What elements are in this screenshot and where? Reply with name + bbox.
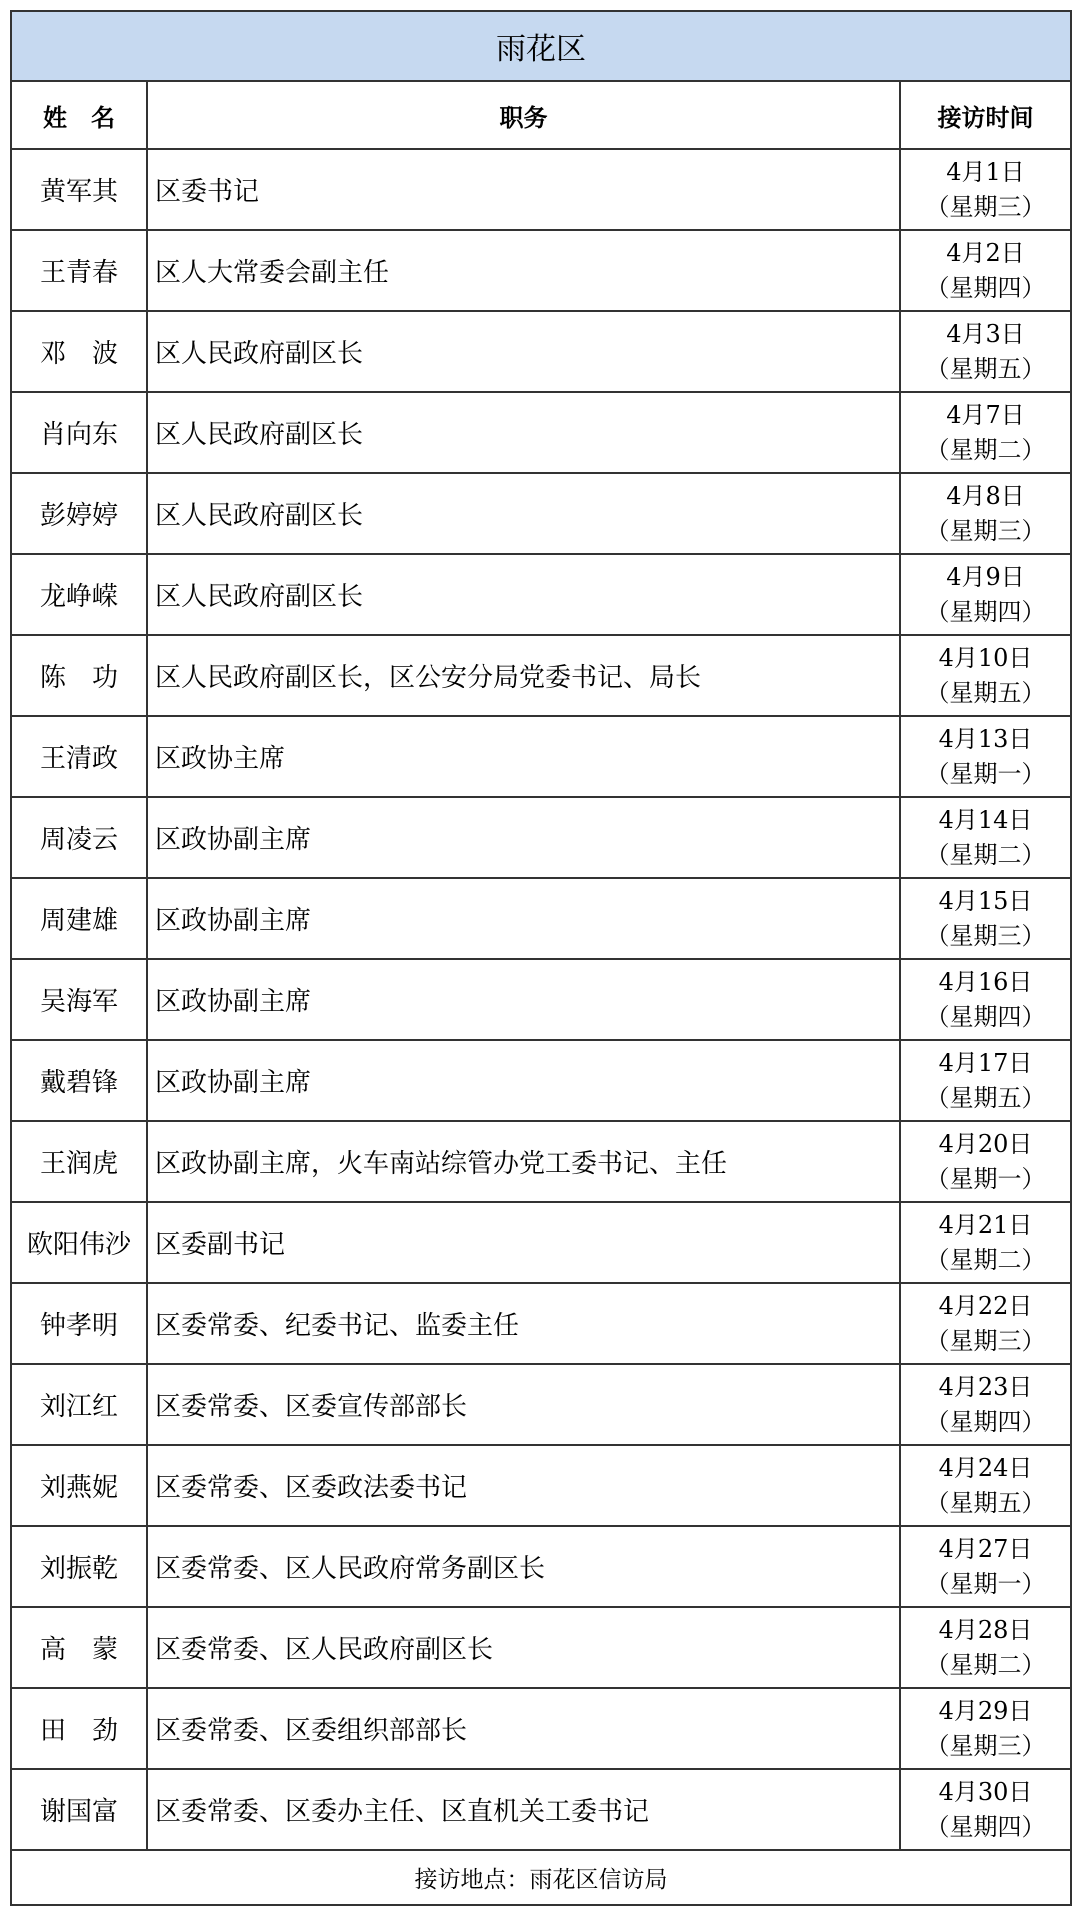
- official-name: 肖向东: [11, 392, 147, 473]
- official-name: 黄军其: [11, 149, 147, 230]
- reception-weekday: （星期五）: [925, 354, 1046, 383]
- official-name: 钟孝明: [11, 1283, 147, 1364]
- official-name: 龙峥嵘: [11, 554, 147, 635]
- reception-location: 接访地点：雨花区信访局: [11, 1850, 1071, 1905]
- table-row: [11, 1526, 1071, 1607]
- reception-date: 4月3日: [946, 319, 1025, 348]
- reception-time: [900, 1688, 1071, 1769]
- reception-weekday: （星期四）: [925, 1407, 1046, 1436]
- official-duty: 区政协主席: [147, 716, 900, 797]
- official-duty: 区人民政府副区长: [147, 392, 900, 473]
- official-name: 王青春: [11, 230, 147, 311]
- official-duty: 区政协副主席: [147, 797, 900, 878]
- official-name: 高 蒙: [11, 1607, 147, 1688]
- reception-date: 4月24日: [938, 1453, 1033, 1482]
- table-row: [11, 1607, 1071, 1688]
- reception-weekday: （星期三）: [925, 921, 1046, 950]
- reception-time: [900, 1283, 1071, 1364]
- reception-weekday: （星期三）: [925, 1326, 1046, 1355]
- official-duty: 区委常委、区人民政府常务副区长: [147, 1526, 900, 1607]
- reception-weekday: （星期五）: [925, 1083, 1046, 1112]
- official-duty: 区人民政府副区长: [147, 473, 900, 554]
- reception-weekday: （星期一）: [925, 1164, 1046, 1193]
- reception-weekday: （星期一）: [925, 759, 1046, 788]
- official-duty: 区委常委、区委宣传部部长: [147, 1364, 900, 1445]
- reception-time: [900, 392, 1071, 473]
- reception-time: [900, 635, 1071, 716]
- reception-time: [900, 1526, 1071, 1607]
- official-duty: 区委常委、纪委书记、监委主任: [147, 1283, 900, 1364]
- reception-weekday: （星期一）: [925, 1569, 1046, 1598]
- official-duty: 区委常委、区委政法委书记: [147, 1445, 900, 1526]
- official-name: 陈 功: [11, 635, 147, 716]
- reception-date: 4月8日: [946, 481, 1025, 510]
- table-row: [11, 716, 1071, 797]
- reception-date: 4月15日: [938, 886, 1033, 915]
- table-title: 雨花区: [11, 11, 1071, 81]
- reception-weekday: （星期四）: [925, 273, 1046, 302]
- reception-time: [900, 311, 1071, 392]
- reception-date: 4月27日: [938, 1534, 1033, 1563]
- reception-date: 4月23日: [938, 1372, 1033, 1401]
- reception-time: [900, 1445, 1071, 1526]
- table-row: [11, 149, 1071, 230]
- official-duty: 区委书记: [147, 149, 900, 230]
- table-row: [11, 473, 1071, 554]
- header-time: 接访时间: [900, 81, 1071, 149]
- reception-weekday: （星期五）: [925, 678, 1046, 707]
- reception-time: [900, 1121, 1071, 1202]
- official-duty: 区人民政府副区长，区公安分局党委书记、局长: [147, 635, 900, 716]
- official-duty: 区人大常委会副主任: [147, 230, 900, 311]
- reception-time: [900, 716, 1071, 797]
- official-name: 王润虎: [11, 1121, 147, 1202]
- reception-weekday: （星期四）: [925, 1812, 1046, 1841]
- reception-weekday: （星期二）: [925, 1650, 1046, 1679]
- official-duty: 区委副书记: [147, 1202, 900, 1283]
- reception-time: [900, 473, 1071, 554]
- official-name: 刘振乾: [11, 1526, 147, 1607]
- header-row: [11, 81, 1071, 149]
- reception-date: 4月16日: [938, 967, 1033, 996]
- official-name: 刘燕妮: [11, 1445, 147, 1526]
- official-duty: 区委常委、区人民政府副区长: [147, 1607, 900, 1688]
- reception-time: [900, 878, 1071, 959]
- reception-date: 4月28日: [938, 1615, 1033, 1644]
- official-name: 欧阳伟沙: [11, 1202, 147, 1283]
- official-duty: 区人民政府副区长: [147, 311, 900, 392]
- official-name: 戴碧锋: [11, 1040, 147, 1121]
- official-duty: 区政协副主席: [147, 959, 900, 1040]
- table-row: [11, 1202, 1071, 1283]
- table-row: [11, 797, 1071, 878]
- table-row: [11, 1445, 1071, 1526]
- official-name: 彭婷婷: [11, 473, 147, 554]
- reception-date: 4月10日: [938, 643, 1033, 672]
- official-duty: 区政协副主席: [147, 878, 900, 959]
- table-row: [11, 635, 1071, 716]
- table-row: [11, 554, 1071, 635]
- table-row: [11, 1364, 1071, 1445]
- official-name: 王清政: [11, 716, 147, 797]
- reception-time: [900, 230, 1071, 311]
- reception-time: [900, 1202, 1071, 1283]
- reception-date: 4月21日: [938, 1210, 1033, 1239]
- reception-date: 4月29日: [938, 1696, 1033, 1725]
- table-row: [11, 959, 1071, 1040]
- official-name: 周建雄: [11, 878, 147, 959]
- official-name: 谢国富: [11, 1769, 147, 1850]
- reception-weekday: （星期三）: [925, 1731, 1046, 1760]
- reception-weekday: （星期四）: [925, 1002, 1046, 1031]
- reception-date: 4月13日: [938, 724, 1033, 753]
- reception-weekday: （星期二）: [925, 435, 1046, 464]
- reception-time: [900, 1607, 1071, 1688]
- table-row: [11, 1688, 1071, 1769]
- reception-date: 4月22日: [938, 1291, 1033, 1320]
- official-name: 刘江红: [11, 1364, 147, 1445]
- table-row: [11, 1040, 1071, 1121]
- table-row: [11, 1283, 1071, 1364]
- reception-schedule-table: [10, 10, 1072, 1906]
- reception-date: 4月1日: [946, 157, 1025, 186]
- official-duty: 区委常委、区委办主任、区直机关工委书记: [147, 1769, 900, 1850]
- reception-date: 4月7日: [946, 400, 1025, 429]
- reception-date: 4月20日: [938, 1129, 1033, 1158]
- reception-date: 4月9日: [946, 562, 1025, 591]
- table-row: [11, 311, 1071, 392]
- table-row: [11, 1121, 1071, 1202]
- reception-weekday: （星期二）: [925, 1245, 1046, 1274]
- table-row: [11, 1769, 1071, 1850]
- reception-date: 4月30日: [938, 1777, 1033, 1806]
- table-row: [11, 878, 1071, 959]
- reception-time: [900, 554, 1071, 635]
- header-duty: 职务: [147, 81, 900, 149]
- official-duty: 区政协副主席: [147, 1040, 900, 1121]
- reception-weekday: （星期三）: [925, 192, 1046, 221]
- reception-weekday: （星期三）: [925, 516, 1046, 545]
- official-name: 田 劲: [11, 1688, 147, 1769]
- reception-weekday: （星期五）: [925, 1488, 1046, 1517]
- official-duty: 区政协副主席，火车南站综管办党工委书记、主任: [147, 1121, 900, 1202]
- table-row: [11, 230, 1071, 311]
- official-name: 吴海军: [11, 959, 147, 1040]
- reception-date: 4月14日: [938, 805, 1033, 834]
- official-name: 周凌云: [11, 797, 147, 878]
- official-duty: 区人民政府副区长: [147, 554, 900, 635]
- reception-time: [900, 959, 1071, 1040]
- official-duty: 区委常委、区委组织部部长: [147, 1688, 900, 1769]
- reception-time: [900, 1364, 1071, 1445]
- reception-weekday: （星期二）: [925, 840, 1046, 869]
- official-name: 邓 波: [11, 311, 147, 392]
- reception-date: 4月17日: [938, 1048, 1033, 1077]
- reception-time: [900, 797, 1071, 878]
- reception-time: [900, 1040, 1071, 1121]
- reception-time: [900, 1769, 1071, 1850]
- reception-time: [900, 149, 1071, 230]
- reception-weekday: （星期四）: [925, 597, 1046, 626]
- table-row: [11, 392, 1071, 473]
- reception-date: 4月2日: [946, 238, 1025, 267]
- header-name: 姓 名: [11, 81, 147, 149]
